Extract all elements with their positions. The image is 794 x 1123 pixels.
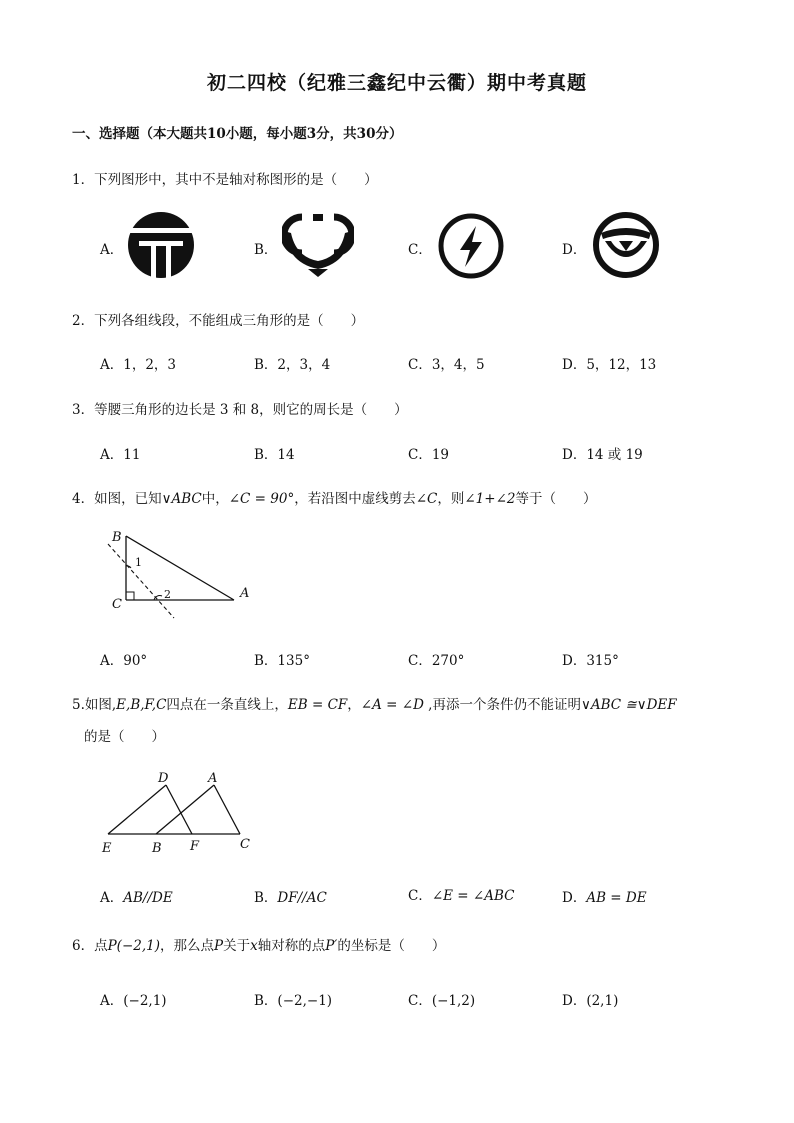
q2-option-d: D．5，12，13 (562, 357, 657, 373)
q4-label-angle-1: 1 (135, 556, 142, 569)
question-6-stem (72, 934, 445, 954)
q2-option-b: B．2，3，4 (254, 357, 331, 373)
q5-stem-part-b: 四点在一条直线上， (166, 697, 288, 713)
section-heading: 一、选择题（本大题共10小题，每小题3分，共30分） (72, 126, 403, 142)
q4-stem-part-e: 等于（ ） (515, 491, 597, 507)
q5-label-b: B (152, 841, 162, 856)
q5-label-e: E (102, 841, 112, 856)
question-3-stem: 3．等腰三角形的边长是 3 和 8，则它的周长是（ ） (72, 402, 408, 418)
q5-label-d: D (158, 771, 169, 786)
q6-option-b (254, 989, 332, 1009)
q4-side-ab (126, 536, 234, 600)
q5-option-b (254, 886, 327, 906)
q4-triangle: ∨ABC (161, 491, 202, 507)
q6-stem-part-b: ，那么点 (160, 938, 214, 954)
q6-point-p: P(−2,1) (107, 938, 160, 954)
q5-condition-2: ∠A = ∠D (360, 697, 424, 713)
q4-label-c: C (112, 597, 122, 612)
q4-label-a: A (240, 586, 250, 601)
page-title: 初二四校（纪雅三鑫纪中云衢）期中考真题 (206, 72, 587, 94)
q5-side-df (166, 785, 192, 834)
q5-condition-1: EB = CF (287, 697, 348, 713)
q5-stem-part-d: ,再添一个条件仍不能证明 (423, 697, 581, 713)
q5-option-b-math: DF//AC (277, 890, 327, 906)
q5-option-a (100, 886, 173, 906)
q3-option-b: B．14 (254, 447, 295, 463)
q6-option-d-math: (2,1) (586, 993, 619, 1009)
q5-label-f: F (190, 839, 200, 854)
q1-option-b-label: B． (254, 242, 278, 258)
q4-angle-c: ∠C = 90° (228, 491, 295, 507)
q5-option-c (408, 884, 514, 904)
q5-stem-part-a: 5.如图, (72, 697, 117, 713)
question-1-stem: 1．下列图形中，其中不是轴对称图形的是（ ） (72, 172, 378, 188)
q5-label-a: A (208, 771, 218, 786)
q1-option-c-label: C． (408, 242, 432, 258)
q6-stem-part-e: 的坐标是（ ） (337, 938, 446, 954)
q4-option-c: C．270° (408, 653, 465, 669)
q5-figure (100, 768, 270, 860)
q5-points: E,B,F,C (116, 697, 167, 713)
q6-point-p-ref: P (214, 938, 224, 954)
q5-option-d-prefix: D． (562, 890, 587, 906)
q2-option-c: C．3，4，5 (408, 357, 485, 373)
question-5-stem-line-2: 的是（ ） (84, 729, 165, 745)
q4-angle-c-ref: ∠C (415, 491, 438, 507)
q4-right-angle-mark (126, 592, 134, 600)
q5-side-ba (156, 785, 214, 834)
q6-option-c-prefix: C． (408, 993, 432, 1009)
q3-option-c: C．19 (408, 447, 450, 463)
emblem-t-icon (127, 211, 195, 279)
q4-option-d: D．315° (562, 653, 619, 669)
q5-option-b-prefix: B． (254, 890, 278, 906)
q5-congruence: ∨ABC ≅∨DEF (580, 697, 677, 713)
q6-option-d-prefix: D． (562, 993, 587, 1009)
q5-option-c-math: ∠E = ∠ABC (431, 888, 515, 904)
q4-label-angle-2: 2 (164, 588, 171, 601)
q4-figure (100, 526, 270, 626)
q4-option-a: A．90° (100, 653, 148, 669)
q4-stem-part-b: 中， (201, 491, 229, 507)
q6-point-p-prime: P′ (325, 938, 338, 954)
q5-option-c-prefix: C． (408, 888, 432, 904)
q3-option-a: A．11 (100, 447, 141, 463)
q1-option-d-label: D． (562, 242, 587, 258)
lightning-bolt-icon (437, 212, 505, 280)
q4-stem-part-a: 4．如图，已知 (72, 491, 162, 507)
question-2-stem: 2．下列各组线段，不能组成三角形的是（ ） (72, 313, 365, 329)
q6-option-a-prefix: A． (100, 993, 124, 1009)
q5-label-c: C (240, 837, 250, 852)
q4-angle-sum: ∠1+∠2 (464, 491, 516, 507)
question-4-stem (72, 487, 596, 507)
q6-option-a (100, 989, 167, 1009)
q6-option-b-prefix: B． (254, 993, 278, 1009)
q5-option-d (562, 886, 647, 906)
q3-option-d: D．14 或 19 (562, 447, 643, 463)
q6-stem-part-a: 6．点 (72, 938, 108, 954)
q5-option-a-prefix: A． (100, 890, 124, 906)
question-5-stem (72, 693, 677, 713)
q1-option-a-label: A． (100, 242, 124, 258)
q6-option-a-math: (−2,1) (123, 993, 167, 1009)
q5-option-d-math: AB = DE (586, 890, 647, 906)
q5-stem-part-c: ， (347, 697, 361, 713)
q6-option-c (408, 989, 475, 1009)
q2-option-a: A．1，2，3 (100, 357, 177, 373)
q4-option-b: B．135° (254, 653, 310, 669)
q6-option-d (562, 989, 618, 1009)
q4-label-b: B (112, 530, 122, 545)
emblem-ring-wings-icon (282, 211, 354, 279)
q6-option-b-math: (−2,−1) (277, 993, 333, 1009)
q5-side-ac (214, 785, 240, 834)
q6-option-c-math: (−1,2) (431, 993, 476, 1009)
q6-axis-x: x (250, 938, 258, 954)
ring-wings-icon (591, 211, 661, 279)
q5-side-ed (108, 785, 166, 834)
q4-stem-part-c: ，若沿图中虚线剪去 (294, 491, 416, 507)
q6-stem-part-c: 关于 (223, 938, 251, 954)
q6-stem-part-d: 轴对称的点 (257, 938, 326, 954)
q5-option-a-math: AB//DE (123, 890, 173, 906)
q4-stem-part-d: ，则 (437, 491, 465, 507)
